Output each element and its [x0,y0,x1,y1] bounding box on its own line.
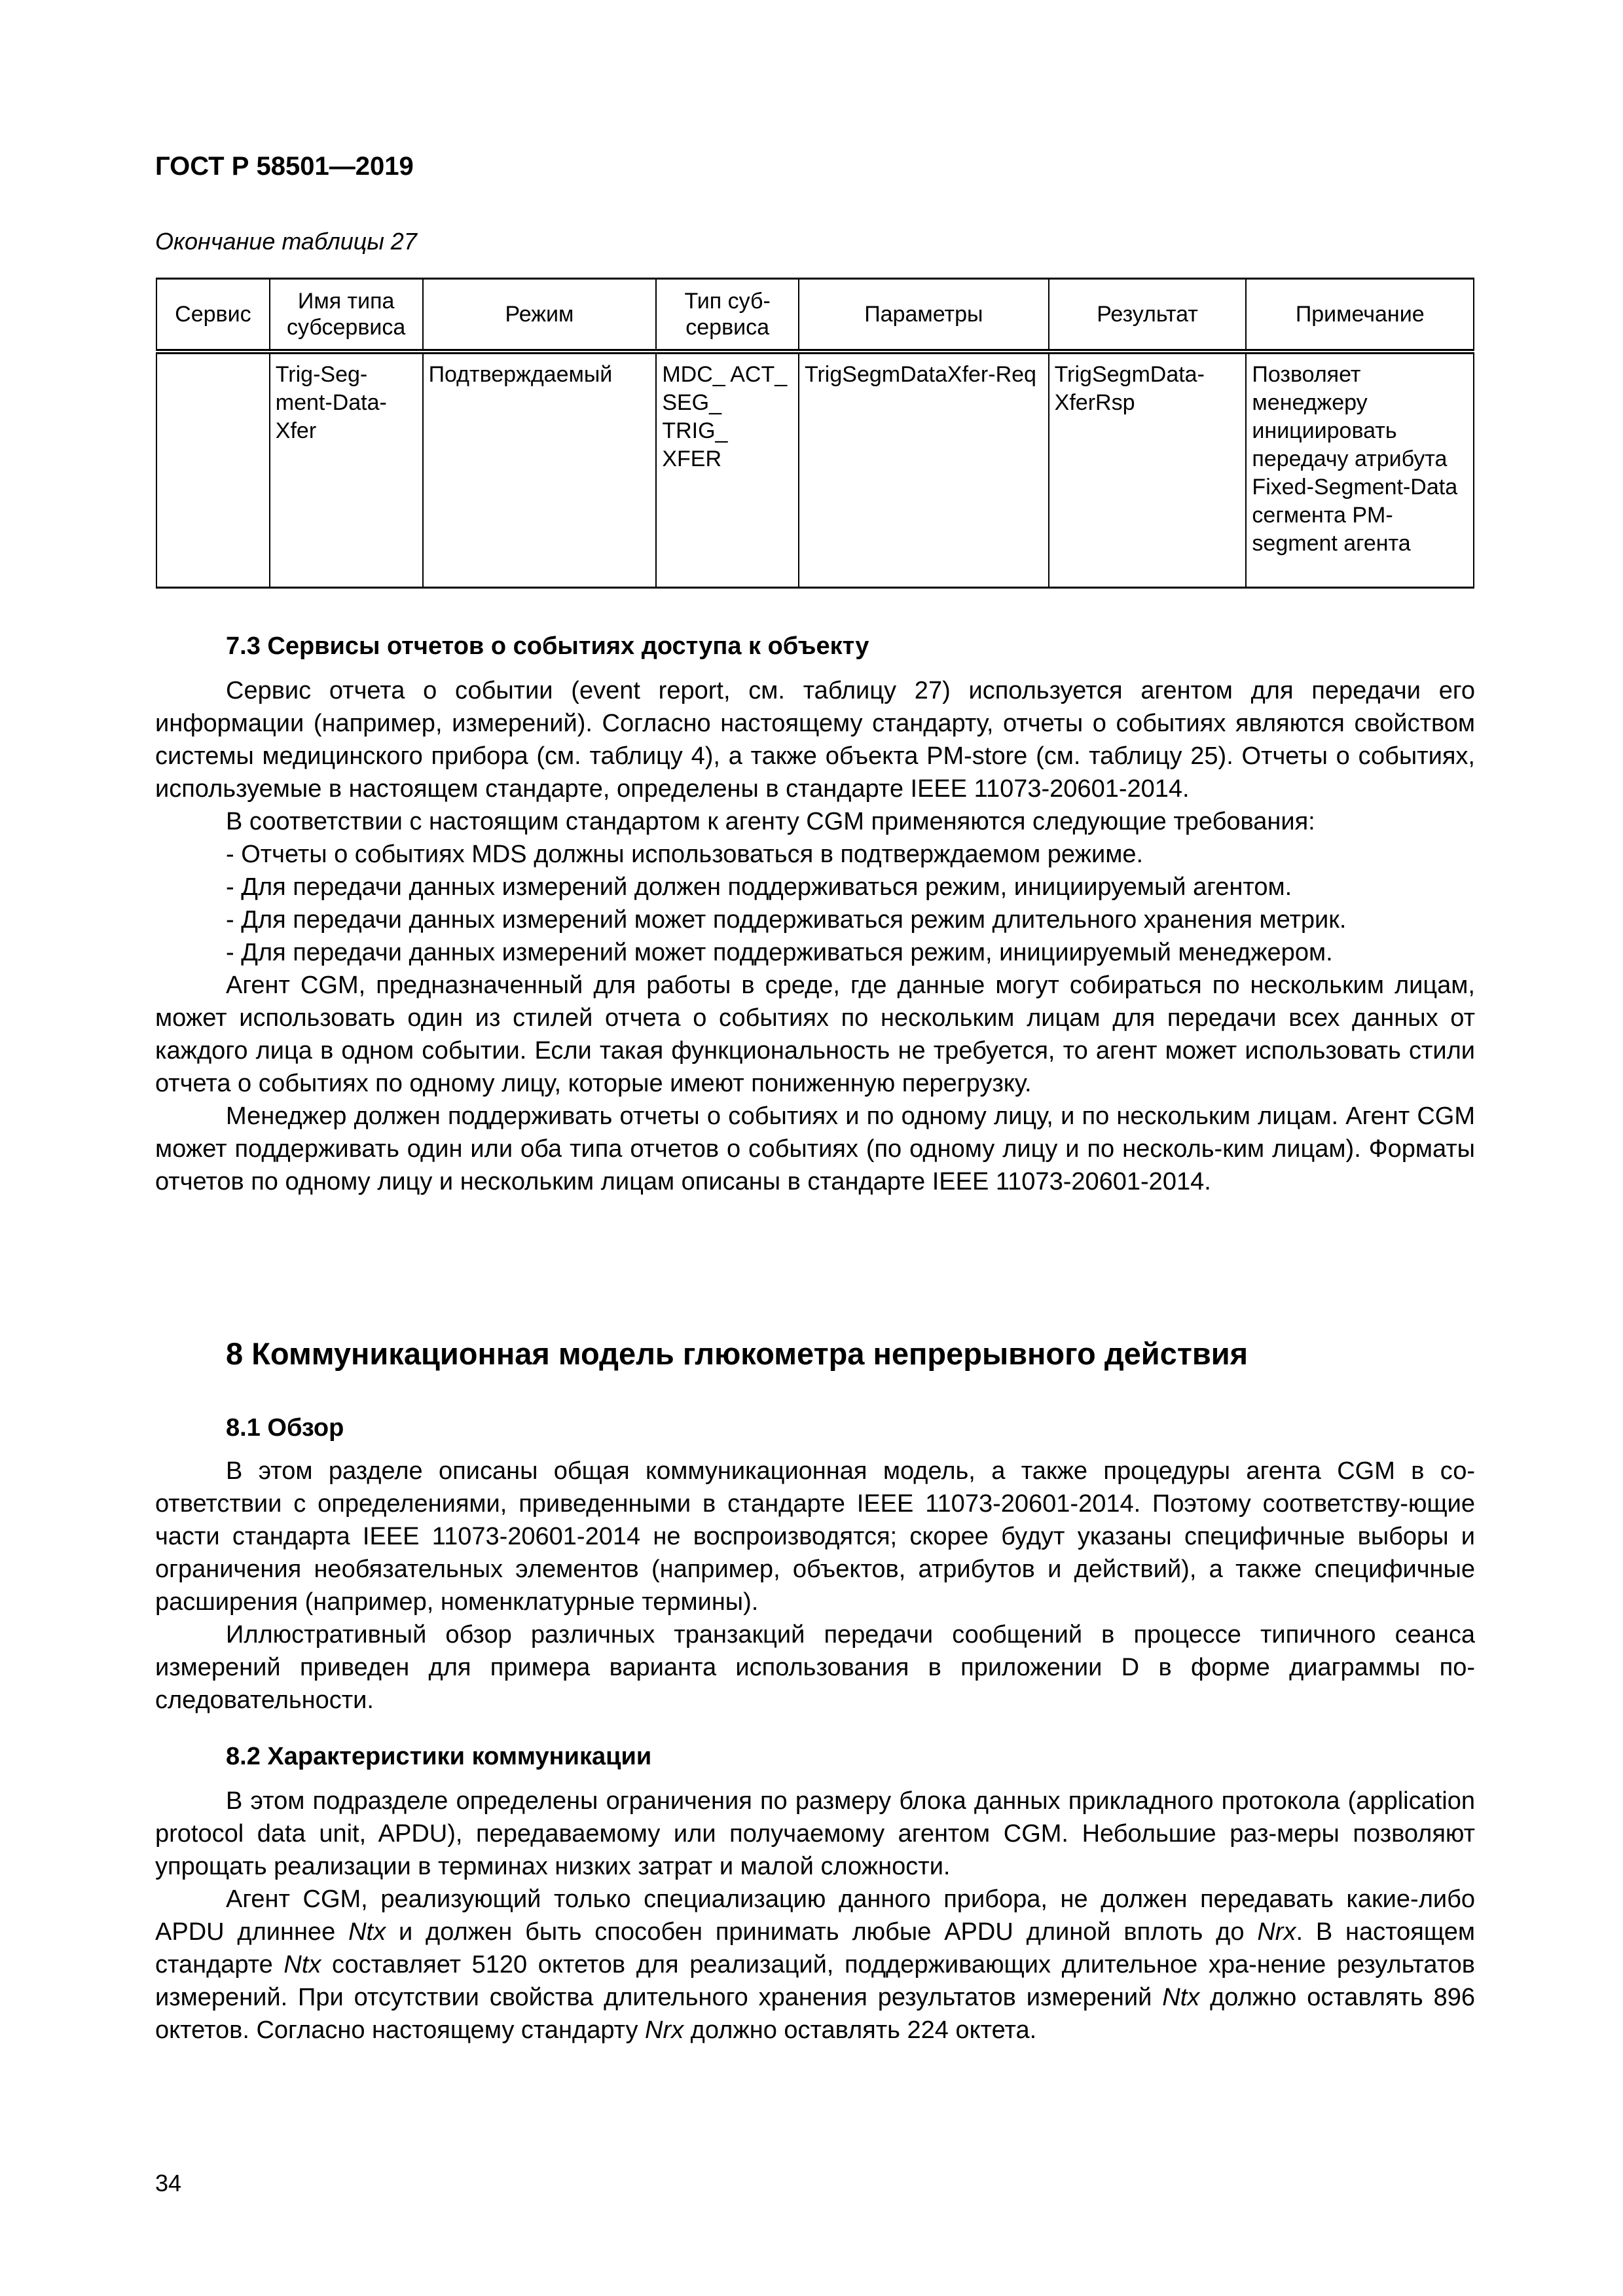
col-header: Сервис [156,279,270,352]
text-run: . В настоящем стандарте [155,1918,1475,1978]
document-id: ГОСТ Р 58501—2019 [155,152,414,181]
symbol-ntx: Ntx [348,1918,386,1946]
text-run: и должен быть способен принимать любые APDU длиной вплоть до [386,1918,1258,1946]
paragraph: В соответствии с настоящим стандартом к агенту CGM применяются следующие требования: [226,808,1315,835]
paragraph: Сервис отчета о событии (event report, см. таблицу 27) используется агентом для передачи его информации (например, измерений). Согласно настоящему стандарту, отчеты о событиях являются свойством системы медицинского прибора (см. таблицу 4), а также объекта PM-store (см. таблицу 25). Отчеты о событиях, используемые в настоящем стандарте, определены в стандарте IEEE 11073-20601-2014. [155,677,1475,803]
table-cell: Позволяет менеджеру инициировать передачу атрибута Fixed-Segment-Data сегмента PM-segment агента [1246,352,1474,588]
list-item: - Для передачи данных измерений должен поддерживаться режим, инициируемый агентом. [226,873,1292,901]
table-row [156,352,1474,588]
col-header: Режим [423,279,657,352]
text-run: Агент CGM, реализующий только специализацию данного прибора, не должен передавать какие-либо APDU длиннее [155,1886,1475,1946]
section-8-2-body [155,1785,1475,2047]
section-heading-7-3: 7.3 Сервисы отчетов о событиях доступа к объекту [226,632,869,660]
table-cell: TrigSegmDataXfer-Req [799,352,1049,588]
col-header: Имя типа субсервиса [270,279,423,352]
paragraph: В этом подразделе определены ограничения по размеру блока данных прикладного протокола (application protocol data unit, APDU), передаваемому или получаемому агентом CGM. Небольшие раз-меры позволяют упрощать реализации в терминах низких затрат и малой сложности. [155,1787,1475,1880]
section-8-1-body [155,1455,1475,1717]
paragraph: Агент CGM, предназначенный для работы в среде, где данные могут собираться по нескольким лицам, может использовать один из стилей отчета о событиях по нескольким лицам для передачи всех данных от каждого лица в одном событии. Если такая функциональность не требуется, то агент может использовать стили отчета о событиях по одному лицу, которые имеют пониженную перегрузку. [155,972,1475,1097]
symbol-ntx: Ntx [1162,1984,1200,2011]
section-heading-8-1: 8.1 Обзор [226,1414,344,1442]
text-run: должно оставлять 896 октетов. Согласно настоящему стандарту [155,1984,1475,2044]
list-item: - Отчеты о событиях MDS должны использоваться в подтверждаемом режиме. [226,841,1144,868]
table-cell: Trig-Seg-ment-Data-Xfer [270,352,423,588]
paragraph: Иллюстративный обзор различных транзакций передачи сообщений в процессе типичного сеанса измерений приведен для примера варианта использования в приложении D в форме диаграммы по-следовательности. [155,1621,1475,1714]
symbol-nrx: Nrx [645,2016,684,2044]
symbol-nrx: Nrx [1257,1918,1296,1946]
col-header: Примечание [1246,279,1474,352]
list-item: - Для передачи данных измерений может поддерживаться режим, инициируемый менеджером. [226,939,1333,966]
page-number: 34 [155,2170,182,2196]
section-7-3-body [155,674,1475,1198]
table-cell: MDC_ ACT_ SEG_ TRIG_ XFER [656,352,799,588]
section-heading-8: 8 Коммуникационная модель глюкометра непрерывного действия [226,1336,1249,1371]
symbol-ntx: Ntx [283,1951,321,1978]
paragraph [155,1883,1475,2047]
col-header: Тип суб-сервиса [656,279,799,352]
text-run: составляет 5120 октетов для реализаций, поддерживающих длительное хра-нение результатов измерений. При отсутствии свойства длительного хранения результатов измерений [155,1951,1475,2011]
table-cell: Подтверждаемый [423,352,657,588]
table-cell [156,352,270,588]
text-run: должно оставлять 224 октета. [684,2016,1037,2044]
paragraph: Менеджер должен поддерживать отчеты о событиях и по одному лицу, и по нескольким лицам. Агент CGM может поддерживать один или оба типа отчетов о событиях (по одному лицу и по несколь-ким лицам). Форматы отчетов по одному лицу и нескольким лицам описаны в стандарте IEEE 11073-20601-2014. [155,1102,1475,1195]
paragraph: В этом разделе описаны общая коммуникационная модель, а также процедуры агента CGM в со-ответствии с определениями, приведенными в стандарте IEEE 11073-20601-2014. Поэтому соответству-ющие части стандарта IEEE 11073-20601-2014 не воспроизводятся; скорее будут указаны специфичные выборы и ограничения необязательных элементов (например, объектов, атрибутов и действий), а также специфичные расширения (например, номенклатурные термины). [155,1457,1475,1616]
table-caption: Окончание таблицы 27 [155,228,417,255]
section-heading-8-2: 8.2 Характеристики коммуникации [226,1743,652,1770]
col-header: Параметры [799,279,1049,352]
table-cell: TrigSegmData-XferRsp [1049,352,1247,588]
list-item: - Для передачи данных измерений может поддерживаться режим длительного хранения метрик. [226,906,1347,934]
services-table [156,278,1474,589]
col-header: Результат [1049,279,1247,352]
